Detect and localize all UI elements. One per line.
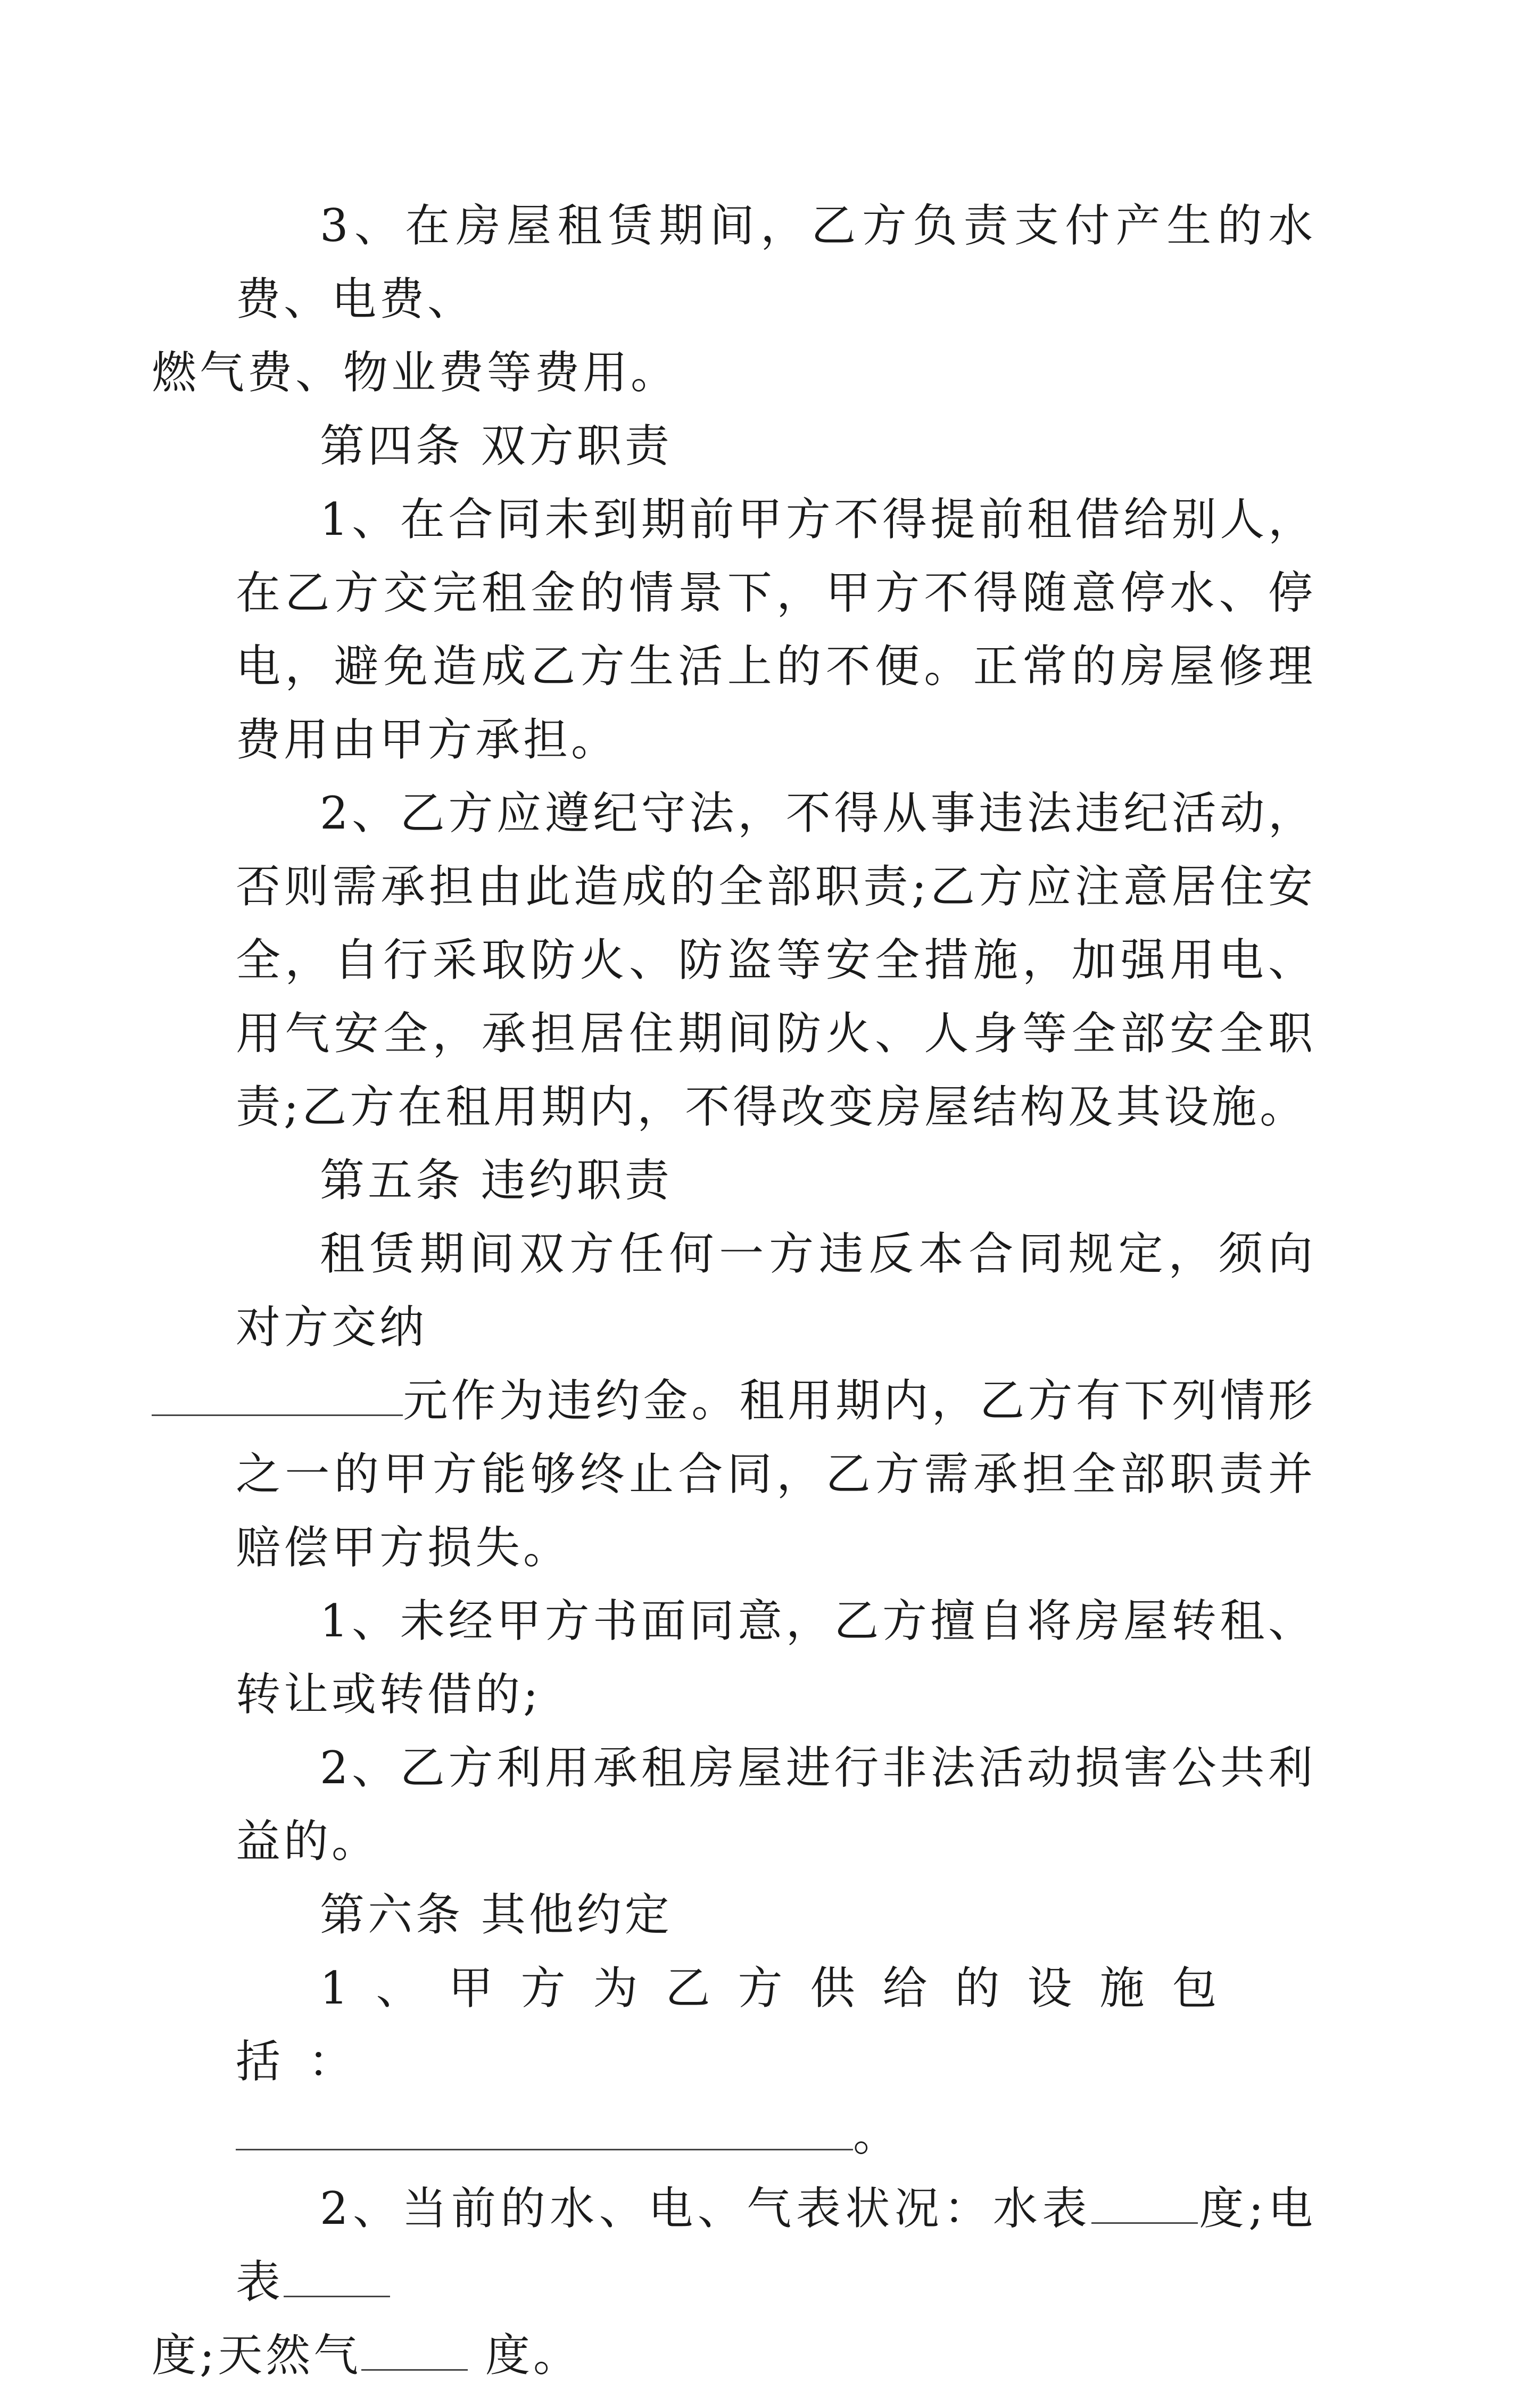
water-meter-blank <box>1091 2184 1198 2224</box>
article6-item1 <box>236 1951 1316 2098</box>
facilities-label: 1、甲方为乙方供给的设施包括： <box>236 1962 1245 2088</box>
article6-heading: 第六条 其他约定 <box>320 1889 673 1941</box>
utility-fees-line2: 燃气费、物业费等费用。 <box>152 346 679 399</box>
article5-heading: 第五条 违约职责 <box>320 1154 673 1206</box>
facilities-blank <box>236 2110 853 2150</box>
article5-item1: 1、未经甲方书面同意，乙方擅自将房屋转租、转让或转借的; <box>236 1595 1316 1720</box>
article5-item2: 2、乙方利用承租房屋进行非法活动损害公共利益的。 <box>236 1742 1316 1867</box>
gas-meter-blank <box>361 2331 468 2371</box>
article4-item2: 2、乙方应遵纪守法，不得从事违法违纪活动，否则需承担由此造成的全部职责;乙方应注意居住安全，自行采取防火、防盗等安全措施，加强用电、用气安全，承担居住期间防火、人身等全部安全职责;乙方在租用期内，不得改变房屋结构及其设施。 <box>236 787 1316 1133</box>
gas-unit: 度。 <box>468 2329 582 2381</box>
water-unit: 度;电表 <box>236 2182 1316 2308</box>
article6-item2 <box>152 2172 1316 2392</box>
utility-fees-line1: 3、在房屋租赁期间，乙方负责支付产生的水费、电费、 <box>236 200 1316 325</box>
article4-heading: 第四条 双方职责 <box>320 420 673 472</box>
electric-meter-blank <box>284 2257 390 2297</box>
article4-item1: 1、在合同未到期前甲方不得提前租借给别人，在乙方交完租金的情景下，甲方不得随意停水、停电，避免造成乙方生活上的不便。正常的房屋修理费用由甲方承担。 <box>236 493 1316 766</box>
article5-intro-line1: 租赁期间双方任何一方违反本合同规定，须向对方交纳 <box>236 1228 1316 1353</box>
penalty-amount-blank <box>152 1376 403 1416</box>
article5-intro-rest: 元作为违约金。租用期内，乙方有下列情形之一的甲方能够终止合同，乙方需承担全部职责并赔偿甲方损失。 <box>236 1375 1316 1574</box>
facilities-line <box>236 2098 1316 2172</box>
paragraph-utility-fees <box>152 189 1316 409</box>
meter-prefix: 2、当前的水、电、气表状况：水表 <box>320 2182 1092 2234</box>
contract-text <box>152 189 1316 2392</box>
article5-intro <box>236 1217 1316 1584</box>
electric-unit: 度;天然气 <box>152 2329 362 2381</box>
facilities-end: 。 <box>853 2109 901 2161</box>
